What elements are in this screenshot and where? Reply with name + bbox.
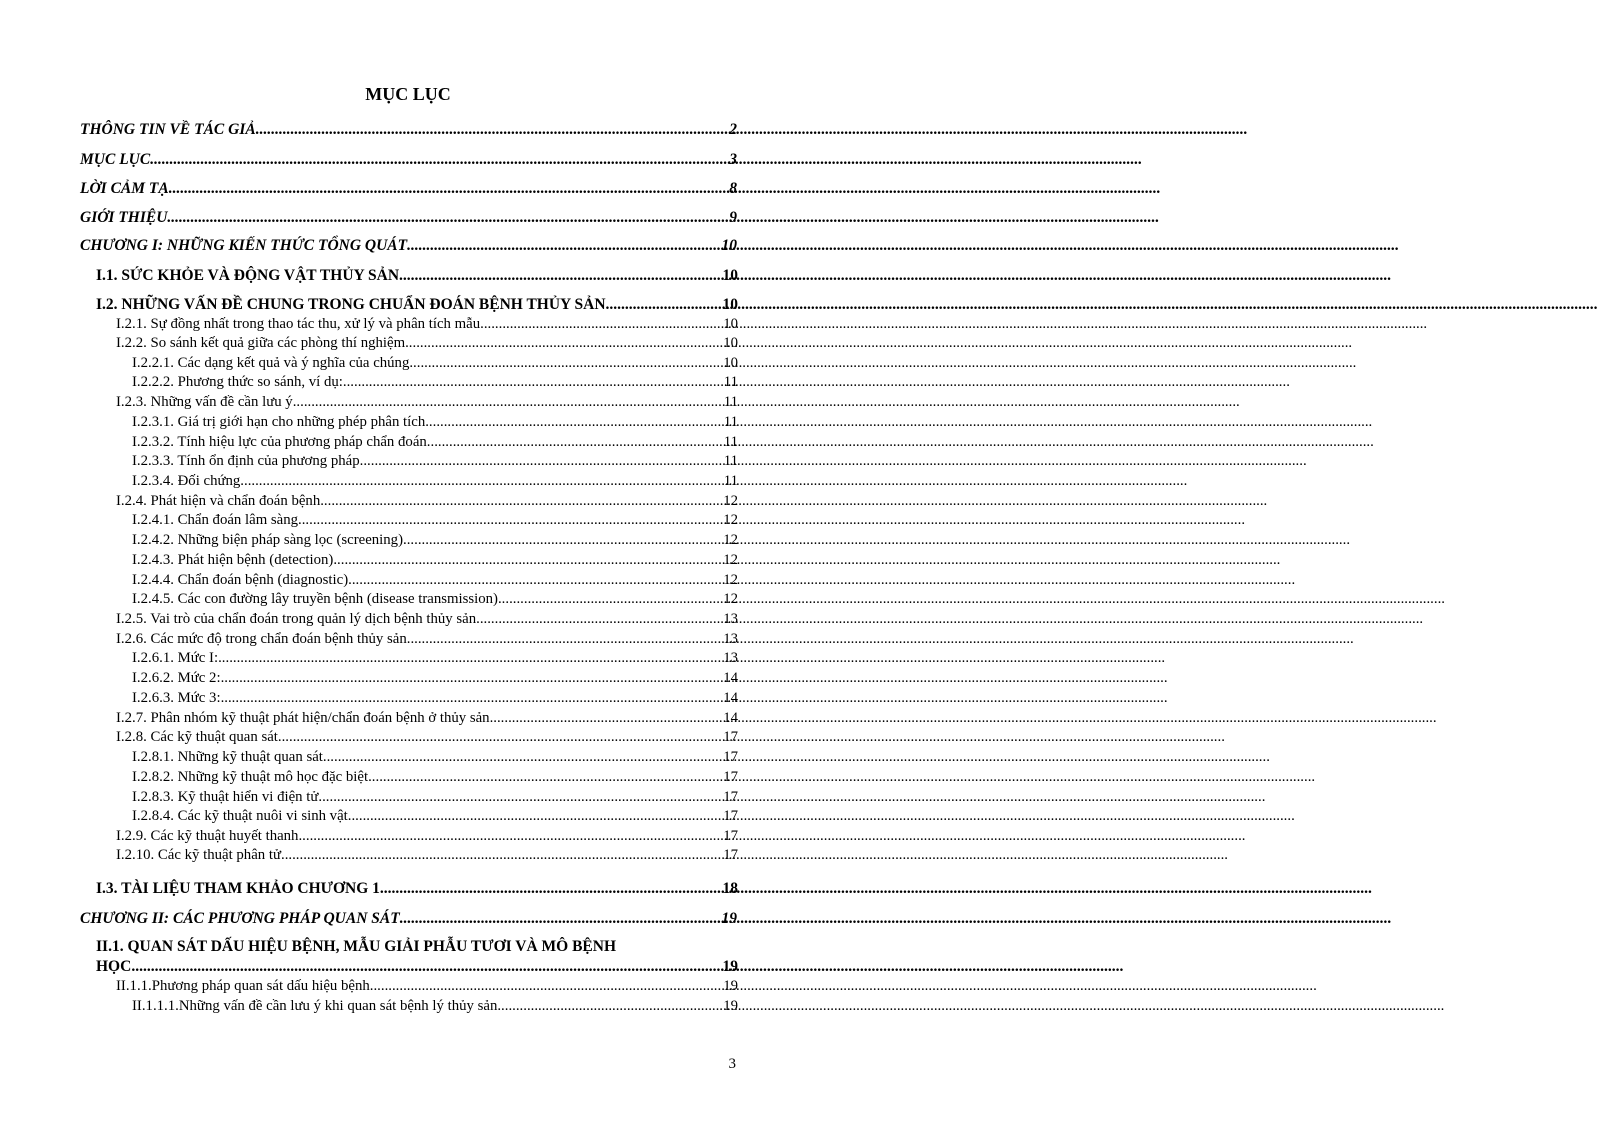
toc-entry-page: 10 xyxy=(722,267,738,284)
dot-leader xyxy=(293,394,724,411)
toc-entry-page: 2 xyxy=(729,121,737,138)
dot-leader xyxy=(498,591,723,608)
toc-entry-label: I.2.3.4. Đối chứng xyxy=(132,473,241,489)
toc-entry[interactable] xyxy=(80,910,737,928)
dot-leader xyxy=(320,493,723,510)
toc-entry[interactable] xyxy=(132,414,738,431)
toc-entry[interactable] xyxy=(116,847,738,864)
toc-entry-label: GIỚI THIỆU xyxy=(80,209,168,226)
toc-entry-label: I.2.7. Phân nhóm kỹ thuật phát hiện/chẩn đoán bệnh ở thủy sản xyxy=(116,710,490,726)
toc-entry[interactable] xyxy=(96,267,738,285)
toc-entry-label: I.2.5. Vai trò của chẩn đoán trong quản lý dịch bệnh thủy sản xyxy=(116,611,477,627)
dot-leader xyxy=(298,828,723,845)
dot-leader xyxy=(150,151,729,169)
toc-entry-label: I.2.4.3. Phát hiện bệnh (detection) xyxy=(132,552,334,568)
toc-entry-page: 19 xyxy=(721,910,737,927)
dot-leader xyxy=(348,572,723,589)
toc-entry-label: II.1.1.Phương pháp quan sát dấu hiệu bệnh xyxy=(116,978,370,994)
dot-leader xyxy=(400,910,722,928)
toc-entry-page: 9 xyxy=(729,209,737,226)
toc-entry[interactable] xyxy=(116,316,738,333)
toc-entry[interactable] xyxy=(132,670,738,687)
dot-leader xyxy=(606,296,723,314)
toc-entry-page: 14 xyxy=(723,710,738,726)
toc-entry-label: I.2.4.1. Chẩn đoán lâm sàng xyxy=(132,512,299,528)
toc-entry-page: 19 xyxy=(723,998,738,1014)
toc-entry-page: 10 xyxy=(722,296,738,313)
dot-leader xyxy=(323,749,723,766)
dot-leader xyxy=(405,335,723,352)
toc-entry-label: I.2.2.1. Các dạng kết quả và ý nghĩa của chúng xyxy=(132,355,410,371)
toc-entry[interactable] xyxy=(80,121,737,139)
toc-entry-page: 17 xyxy=(723,789,738,805)
dot-leader xyxy=(169,180,730,198)
toc-entry-page: 19 xyxy=(723,978,738,994)
dot-leader xyxy=(476,611,723,628)
toc-entry[interactable] xyxy=(96,296,738,314)
toc-entry[interactable] xyxy=(132,789,738,806)
toc-entry[interactable] xyxy=(80,180,737,198)
dot-leader xyxy=(407,237,721,255)
dot-leader xyxy=(298,512,723,529)
toc-entry-label: I.2.8.1. Những kỹ thuật quan sát xyxy=(132,749,323,765)
toc-entry-page: 10 xyxy=(721,237,737,254)
dot-leader xyxy=(167,209,729,227)
toc-entry-page: 11 xyxy=(723,473,738,489)
toc-entry-label: THÔNG TIN VỀ TÁC GIẢ xyxy=(80,121,256,138)
toc-entry-label: I.2.8. Các kỹ thuật quan sát xyxy=(116,729,278,745)
toc-entry-label: I.2.4.4. Chẩn đoán bệnh (diagnostic) xyxy=(132,572,349,588)
toc-entry[interactable] xyxy=(132,434,738,451)
toc-entry-label: II.1.1.1.Những vấn đề cần lưu ý khi quan sát bệnh lý thủy sản xyxy=(132,998,498,1014)
dot-leader xyxy=(380,880,723,898)
toc-entry[interactable] xyxy=(116,493,738,510)
page-number: 3 xyxy=(728,1056,736,1072)
toc-entry-label: CHƯƠNG I: NHỮNG KIẾN THỨC TỔNG QUÁT xyxy=(80,237,408,254)
toc-entry-page: 13 xyxy=(723,650,738,666)
dot-leader xyxy=(333,552,723,569)
toc-entry[interactable] xyxy=(132,532,738,549)
toc-entry-label: I.2.8.3. Kỹ thuật hiển vi điện tử xyxy=(132,789,319,805)
toc-entry-page: 19 xyxy=(722,958,738,975)
dot-leader xyxy=(427,434,724,451)
toc-entry[interactable] xyxy=(80,237,737,255)
page-title: MỤC LỤC xyxy=(365,84,451,104)
toc-entry-label: I.2.10. Các kỹ thuật phân tử xyxy=(116,847,281,863)
toc-entry[interactable] xyxy=(116,631,738,648)
dot-leader xyxy=(343,374,724,391)
toc-entry[interactable] xyxy=(116,828,738,845)
toc-entry[interactable] xyxy=(132,355,738,372)
toc-entry-label: I.2.2.2. Phương thức so sánh, ví dụ: xyxy=(132,374,343,390)
toc-entry-page: 12 xyxy=(723,552,738,568)
toc-entry-label: I.2.6.3. Mức 3: xyxy=(132,690,221,706)
toc-entry-page: 12 xyxy=(723,532,738,548)
toc-entry-label: I.2.4.2. Những biện pháp sàng lọc (screening) xyxy=(132,532,404,548)
toc-entry[interactable] xyxy=(132,572,738,589)
toc-entry-wrapped-line[interactable]: II.1. QUAN SÁT DẤU HIỆU BỆNH, MẪU GIẢI PHẪU TƯƠI VÀ MÔ BỆNH xyxy=(96,938,617,955)
toc-entry-label: I.2.1. Sự đồng nhất trong thao tác thu, xử lý và phân tích mẫu xyxy=(116,316,481,332)
dot-leader xyxy=(480,316,723,333)
toc-entry-page: 12 xyxy=(723,512,738,528)
dot-leader xyxy=(409,355,723,372)
toc-entry-label: LỜI CẢM TẠ xyxy=(80,180,169,197)
toc-entry-page: 17 xyxy=(723,729,738,745)
toc-entry-label: I.2.9. Các kỹ thuật huyết thanh xyxy=(116,828,299,844)
dot-leader xyxy=(221,690,724,707)
toc-entry-label: I.2.8.2. Những kỹ thuật mô học đặc biệt xyxy=(132,769,369,785)
toc-entry[interactable] xyxy=(132,998,738,1015)
toc-entry-page: 11 xyxy=(723,453,738,469)
toc-entry-page: 17 xyxy=(723,847,738,863)
dot-leader xyxy=(278,729,723,746)
toc-entry[interactable] xyxy=(132,749,738,766)
dot-leader xyxy=(425,414,724,431)
toc-entry[interactable] xyxy=(132,473,738,490)
toc-entry[interactable] xyxy=(132,453,738,470)
toc-entry-label: I.2.6. Các mức độ trong chẩn đoán bệnh thủy sản xyxy=(116,631,407,647)
toc-entry-label: I.2.6.2. Mức 2: xyxy=(132,670,221,686)
toc-entry[interactable] xyxy=(116,335,738,352)
toc-entry-page: 11 xyxy=(723,414,738,430)
toc-entry-page: 10 xyxy=(723,355,738,371)
toc-entry[interactable] xyxy=(116,978,738,995)
toc-entry-page: 10 xyxy=(723,316,738,332)
toc-entry-page: 17 xyxy=(723,828,738,844)
toc-entry[interactable] xyxy=(132,808,738,825)
toc-entry-page: 13 xyxy=(723,611,738,627)
toc-entry-label: I.2.3.2. Tính hiệu lực của phương pháp chẩn đoán xyxy=(132,434,427,450)
toc-entry-page: 12 xyxy=(723,591,738,607)
toc-entry-page: 12 xyxy=(723,572,738,588)
toc-entry[interactable] xyxy=(132,374,738,391)
toc-entry-page: 3 xyxy=(729,151,737,168)
toc-entry[interactable] xyxy=(116,710,738,727)
toc-entry-page: 14 xyxy=(723,670,738,686)
dot-leader xyxy=(370,978,723,995)
toc-entry-page: 14 xyxy=(723,690,738,706)
toc-entry-page: 17 xyxy=(723,808,738,824)
toc-entry-page: 11 xyxy=(723,394,738,410)
toc-entry[interactable] xyxy=(80,209,737,227)
toc-entry[interactable] xyxy=(132,591,738,608)
toc-entry[interactable] xyxy=(132,512,738,529)
toc-entry[interactable] xyxy=(132,769,738,786)
toc-entry-page: 17 xyxy=(723,749,738,765)
dot-leader xyxy=(218,650,723,667)
dot-leader xyxy=(368,769,723,786)
toc-entry[interactable] xyxy=(132,650,738,667)
toc-entry-label: I.2.4. Phát hiện và chẩn đoán bệnh xyxy=(116,493,321,509)
dot-leader xyxy=(131,958,722,976)
toc-entry-label: I.2.2. So sánh kết quả giữa các phòng thí nghiệm xyxy=(116,335,406,351)
toc-entry-page: 10 xyxy=(723,335,738,351)
dot-leader xyxy=(490,710,724,727)
toc-entry[interactable] xyxy=(132,690,738,707)
toc-entry[interactable] xyxy=(132,552,738,569)
toc-entry[interactable] xyxy=(96,958,738,976)
toc-entry-label: CHƯƠNG II: CÁC PHƯƠNG PHÁP QUAN SÁT xyxy=(80,910,400,927)
toc-entry-label: I.2.6.1. Mức I: xyxy=(132,650,219,666)
dot-leader xyxy=(348,808,723,825)
dot-leader xyxy=(240,473,723,490)
toc-entry-label: HỌC xyxy=(96,958,132,975)
toc-entry-label: I.2.8.4. Các kỹ thuật nuôi vi sinh vật xyxy=(132,808,348,824)
toc-entry-page: 12 xyxy=(723,493,738,509)
toc-entry[interactable] xyxy=(116,394,738,411)
dot-leader xyxy=(360,453,724,470)
toc-entry-page: 17 xyxy=(723,769,738,785)
dot-leader xyxy=(281,847,723,864)
toc-entry-page: 8 xyxy=(729,180,737,197)
toc-entry[interactable] xyxy=(116,611,738,628)
toc-entry-page: 11 xyxy=(723,434,738,450)
dot-leader xyxy=(403,532,723,549)
dot-leader xyxy=(221,670,724,687)
dot-leader xyxy=(318,789,723,806)
toc-entry-label: I.1. SỨC KHỎE VÀ ĐỘNG VẬT THỦY SẢN xyxy=(96,267,400,284)
toc-entry-label: I.2.3.3. Tính ổn định của phương pháp xyxy=(132,453,360,469)
toc-entry-label: I.2.4.5. Các con đường lây truyền bệnh (disease transmission) xyxy=(132,591,498,607)
toc-entry[interactable] xyxy=(80,151,737,169)
toc-entry[interactable] xyxy=(116,729,738,746)
toc-entry-label: I.2. NHỮNG VẤN ĐỀ CHUNG TRONG CHUẨN ĐOÁN BỆNH THỦY SẢN xyxy=(96,296,606,313)
dot-leader xyxy=(256,121,730,139)
dot-leader xyxy=(407,631,723,648)
toc-entry-page: 11 xyxy=(723,374,738,390)
dot-leader xyxy=(497,998,723,1015)
toc-entry-page: 13 xyxy=(723,631,738,647)
toc-entry-page: 18 xyxy=(722,880,738,897)
toc-entry-label: I.2.3. Những vấn đề cần lưu ý xyxy=(116,394,293,410)
toc-entry-label: I.3. TÀI LIỆU THAM KHẢO CHƯƠNG 1 xyxy=(96,880,380,897)
toc-entry-label: I.2.3.1. Giá trị giới hạn cho những phép phân tích xyxy=(132,414,426,430)
dot-leader xyxy=(399,267,722,285)
toc-entry[interactable] xyxy=(96,880,738,898)
toc-entry-label: MỤC LỤC xyxy=(80,151,151,168)
